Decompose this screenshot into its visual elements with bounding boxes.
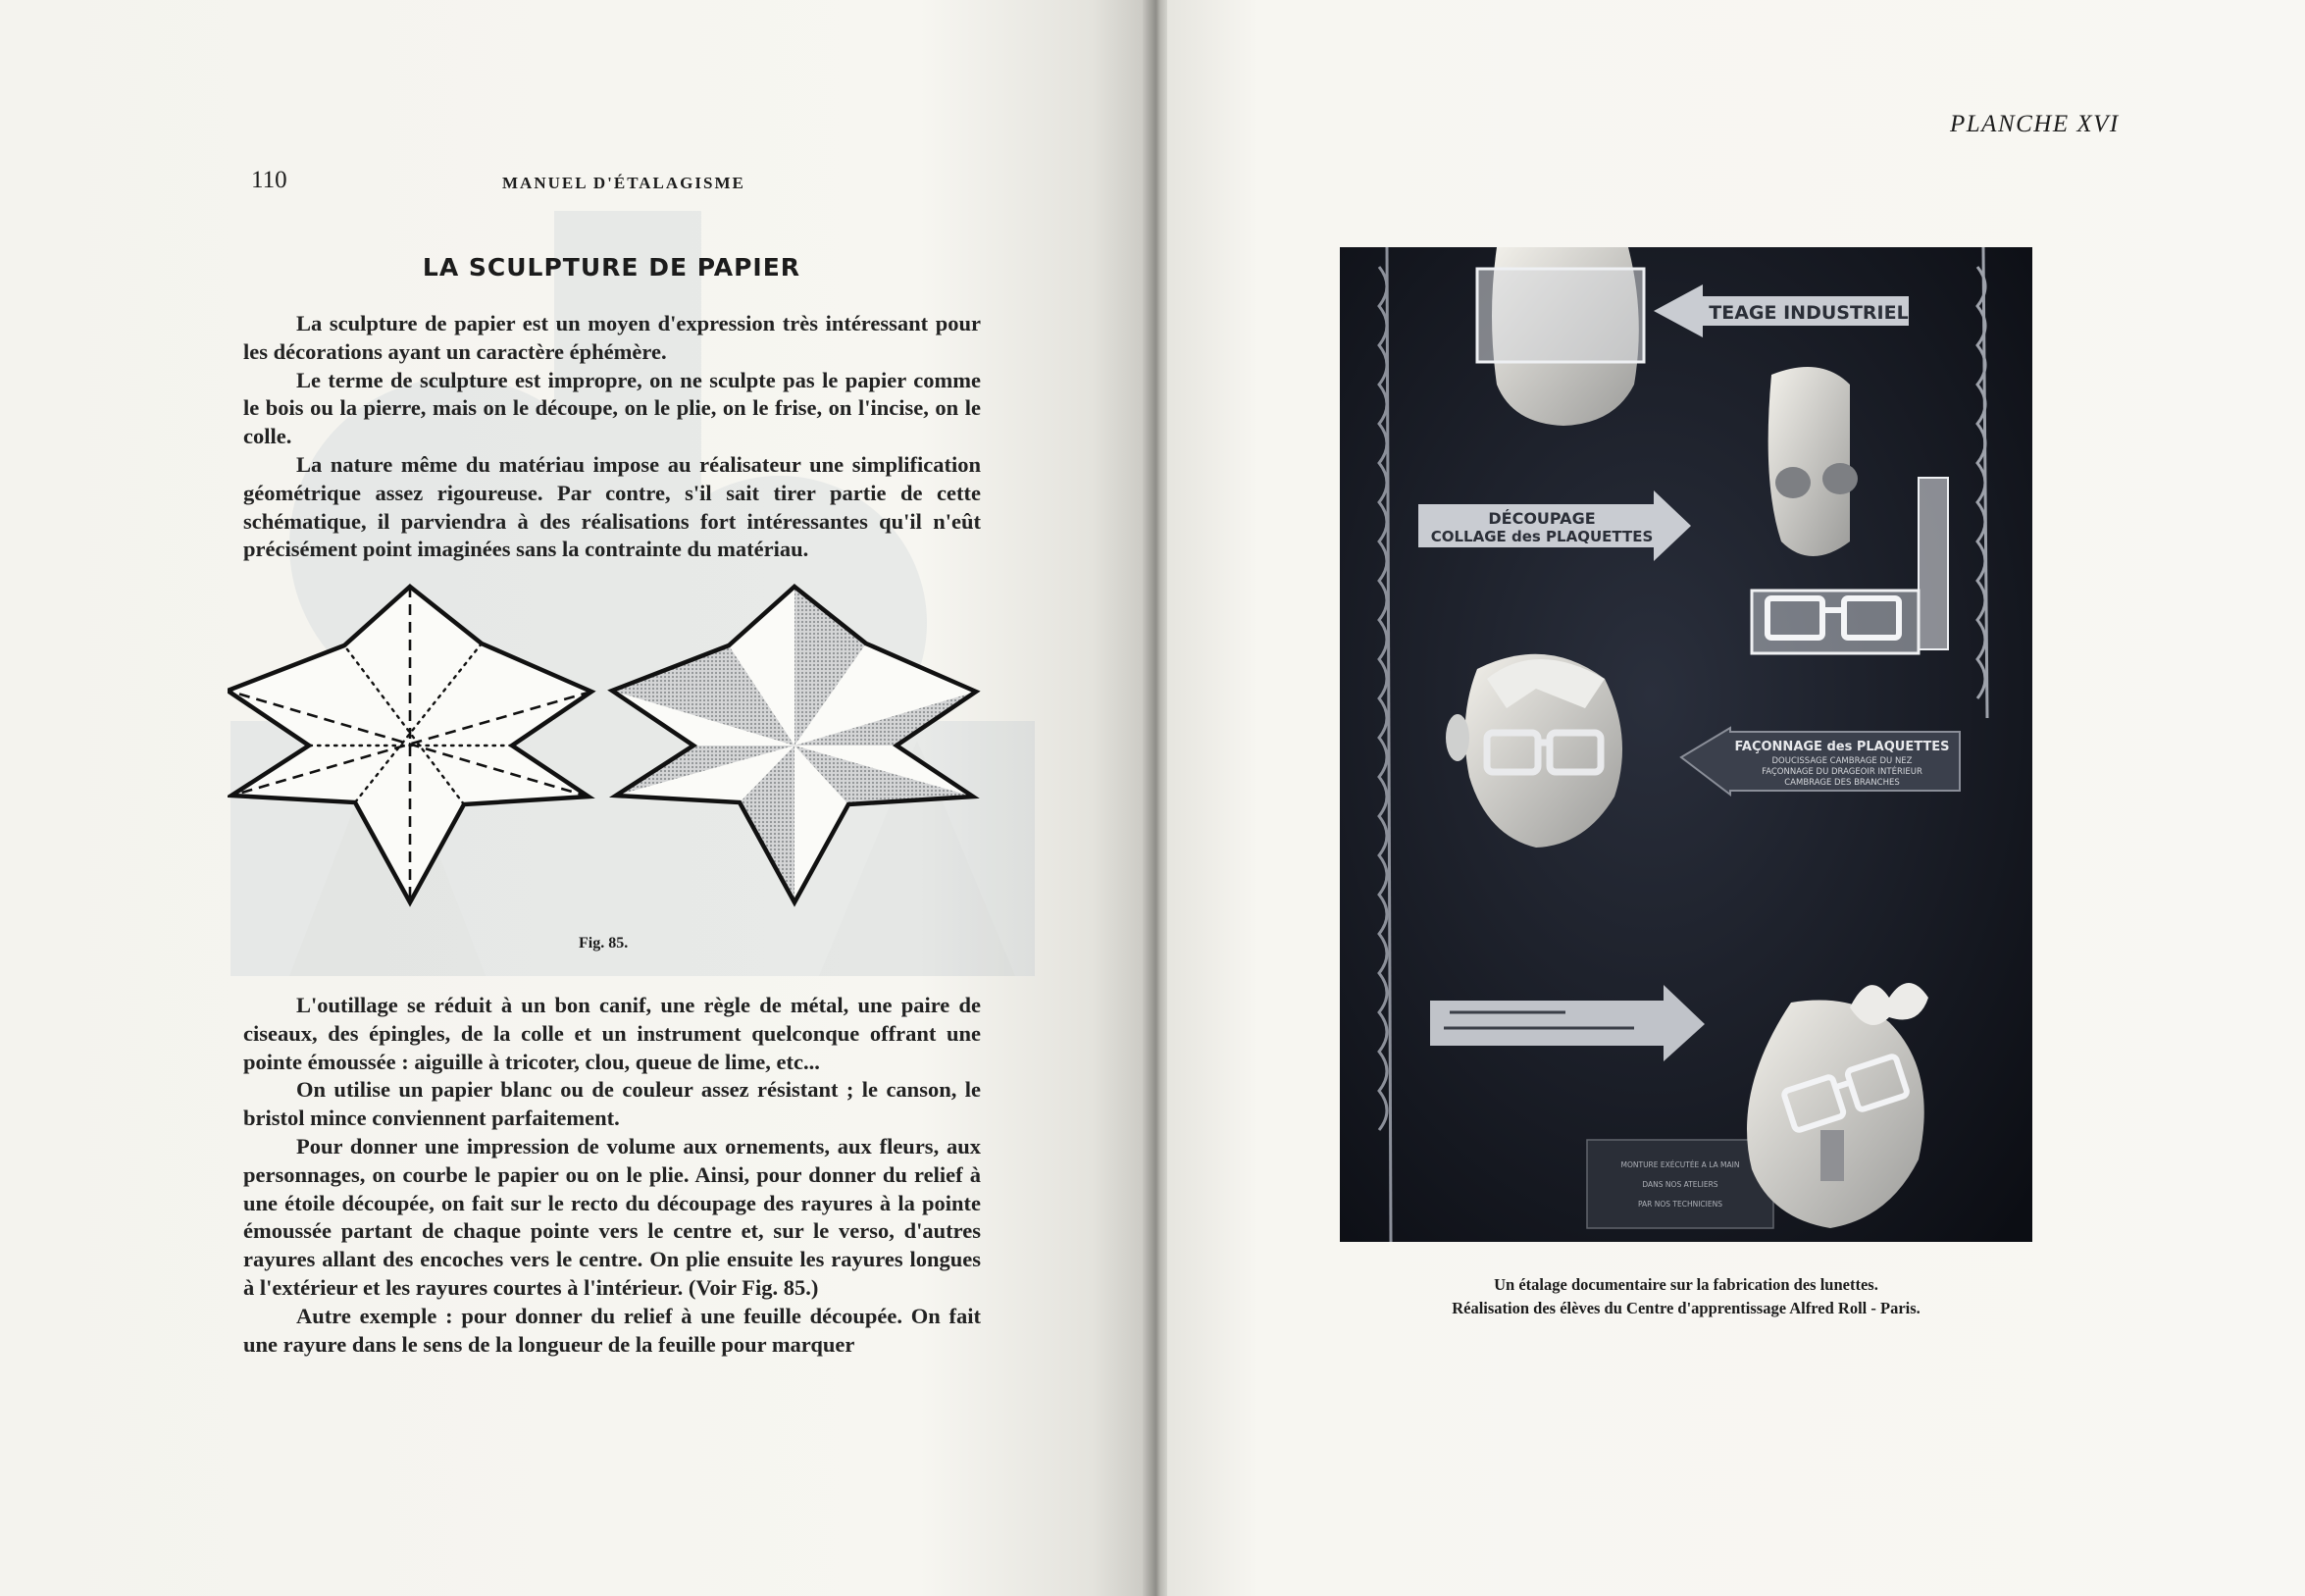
paragraph: La nature même du matériau impose au réalisateur une simplification géométrique assez rigoureuse. Par contre, s'il sait tirer partie de cette schématique, il parviendra à des réalisations fort intéressantes qu'il n'eût précisément point imaginées sans la contrainte du matériau. — [243, 451, 981, 562]
paragraph: L'outillage se réduit à un bon canif, une règle de métal, une paire de ciseaux, des épingles, de la colle et un instrument quelconque offrant une pointe émoussée : aiguille à tricoter, clou, queue de lime, etc... — [243, 993, 981, 1074]
sign-3-line4: CAMBRAGE DES BRANCHES — [1784, 778, 1900, 788]
sign-1-text: TEAGE INDUSTRIEL — [1709, 302, 1909, 324]
text-after-figure — [243, 992, 981, 1359]
star-folding-figure — [228, 581, 989, 914]
text-before-figure — [243, 310, 981, 564]
sign-3-line3: FAÇONNAGE DU DRAGEOIR INTÉRIEUR — [1762, 767, 1922, 777]
caption-line-1: Un étalage documentaire sur la fabrication des lunettes. — [1494, 1275, 1878, 1294]
star-shaded-diagram — [612, 587, 976, 902]
plate-label: PLANCHE XVI — [1950, 111, 2120, 137]
sign-2-line1: DÉCOUPAGE — [1488, 509, 1596, 528]
paper-mask-face — [1768, 367, 1850, 556]
page-number: 110 — [251, 167, 287, 193]
plaque-line2: DANS NOS ATELIERS — [1642, 1180, 1718, 1189]
mask-eye-left — [1775, 467, 1811, 498]
sculpture-nose — [1820, 1130, 1844, 1181]
head-ear — [1446, 714, 1469, 761]
section-title: LA SCULPTURE DE PAPIER — [422, 253, 801, 282]
running-head: MANUEL D'ÉTALAGISME — [502, 174, 745, 192]
paragraph: Le terme de sculpture est impropre, on ne sculpte pas le papier comme le bois ou la pierre, mais on le découpe, on le plie, on le frise, on l'incise, on le colle. — [243, 367, 981, 449]
sign-3-line2: DOUCISSAGE CAMBRAGE DU NEZ — [1771, 756, 1913, 766]
paragraph: Pour donner une impression de volume aux ornements, aux fleurs, aux personnages, on courbe le papier ou on le plie. Ainsi, pour donner du relief à une étoile découpée, on fait sur le recto du découpage des rayures à la pointe émoussée partant de chaque pointe vers le centre et, sur le verso, d'autres rayures allant des encoches vers le centre. On plie ensuite les rayures longues à l'extérieur et les rayures courtes à l'intérieur. (Voir Fig. 85.) — [243, 1133, 981, 1300]
plaque-line1: MONTURE EXÉCUTÉE A LA MAIN — [1620, 1160, 1740, 1169]
acrylic-holder — [1477, 269, 1644, 362]
paragraph: Autre exemple : pour donner du relief à une feuille découpée. On fait une rayure dans le sens de la longueur de la feuille pour marquer — [243, 1303, 981, 1357]
mask-eye-right — [1822, 463, 1858, 494]
sign-2-line2: COLLAGE des PLAQUETTES — [1430, 528, 1654, 545]
caption-line-2: Réalisation des élèves du Centre d'apprentissage Alfred Roll - Paris. — [1452, 1299, 1921, 1317]
figure-caption: Fig. 85. — [579, 935, 629, 952]
photo-caption — [1340, 1273, 2032, 1320]
window-display-photo — [1340, 247, 2032, 1242]
left-page — [0, 0, 1150, 1596]
sign-3-line1: FAÇONNAGE des PLAQUETTES — [1734, 740, 1950, 754]
paragraph: On utilise un papier blanc ou de couleur assez résistant ; le canson, le bristol mince conviennent parfaitement. — [243, 1077, 981, 1131]
plaque-line3: PAR NOS TECHNICIENS — [1637, 1200, 1723, 1209]
star-outline-diagram — [228, 587, 591, 902]
spectacle-case — [1919, 478, 1948, 649]
paragraph: La sculpture de papier est un moyen d'expression très intéressant pour les décorations ayant un caractère éphémère. — [243, 311, 981, 364]
